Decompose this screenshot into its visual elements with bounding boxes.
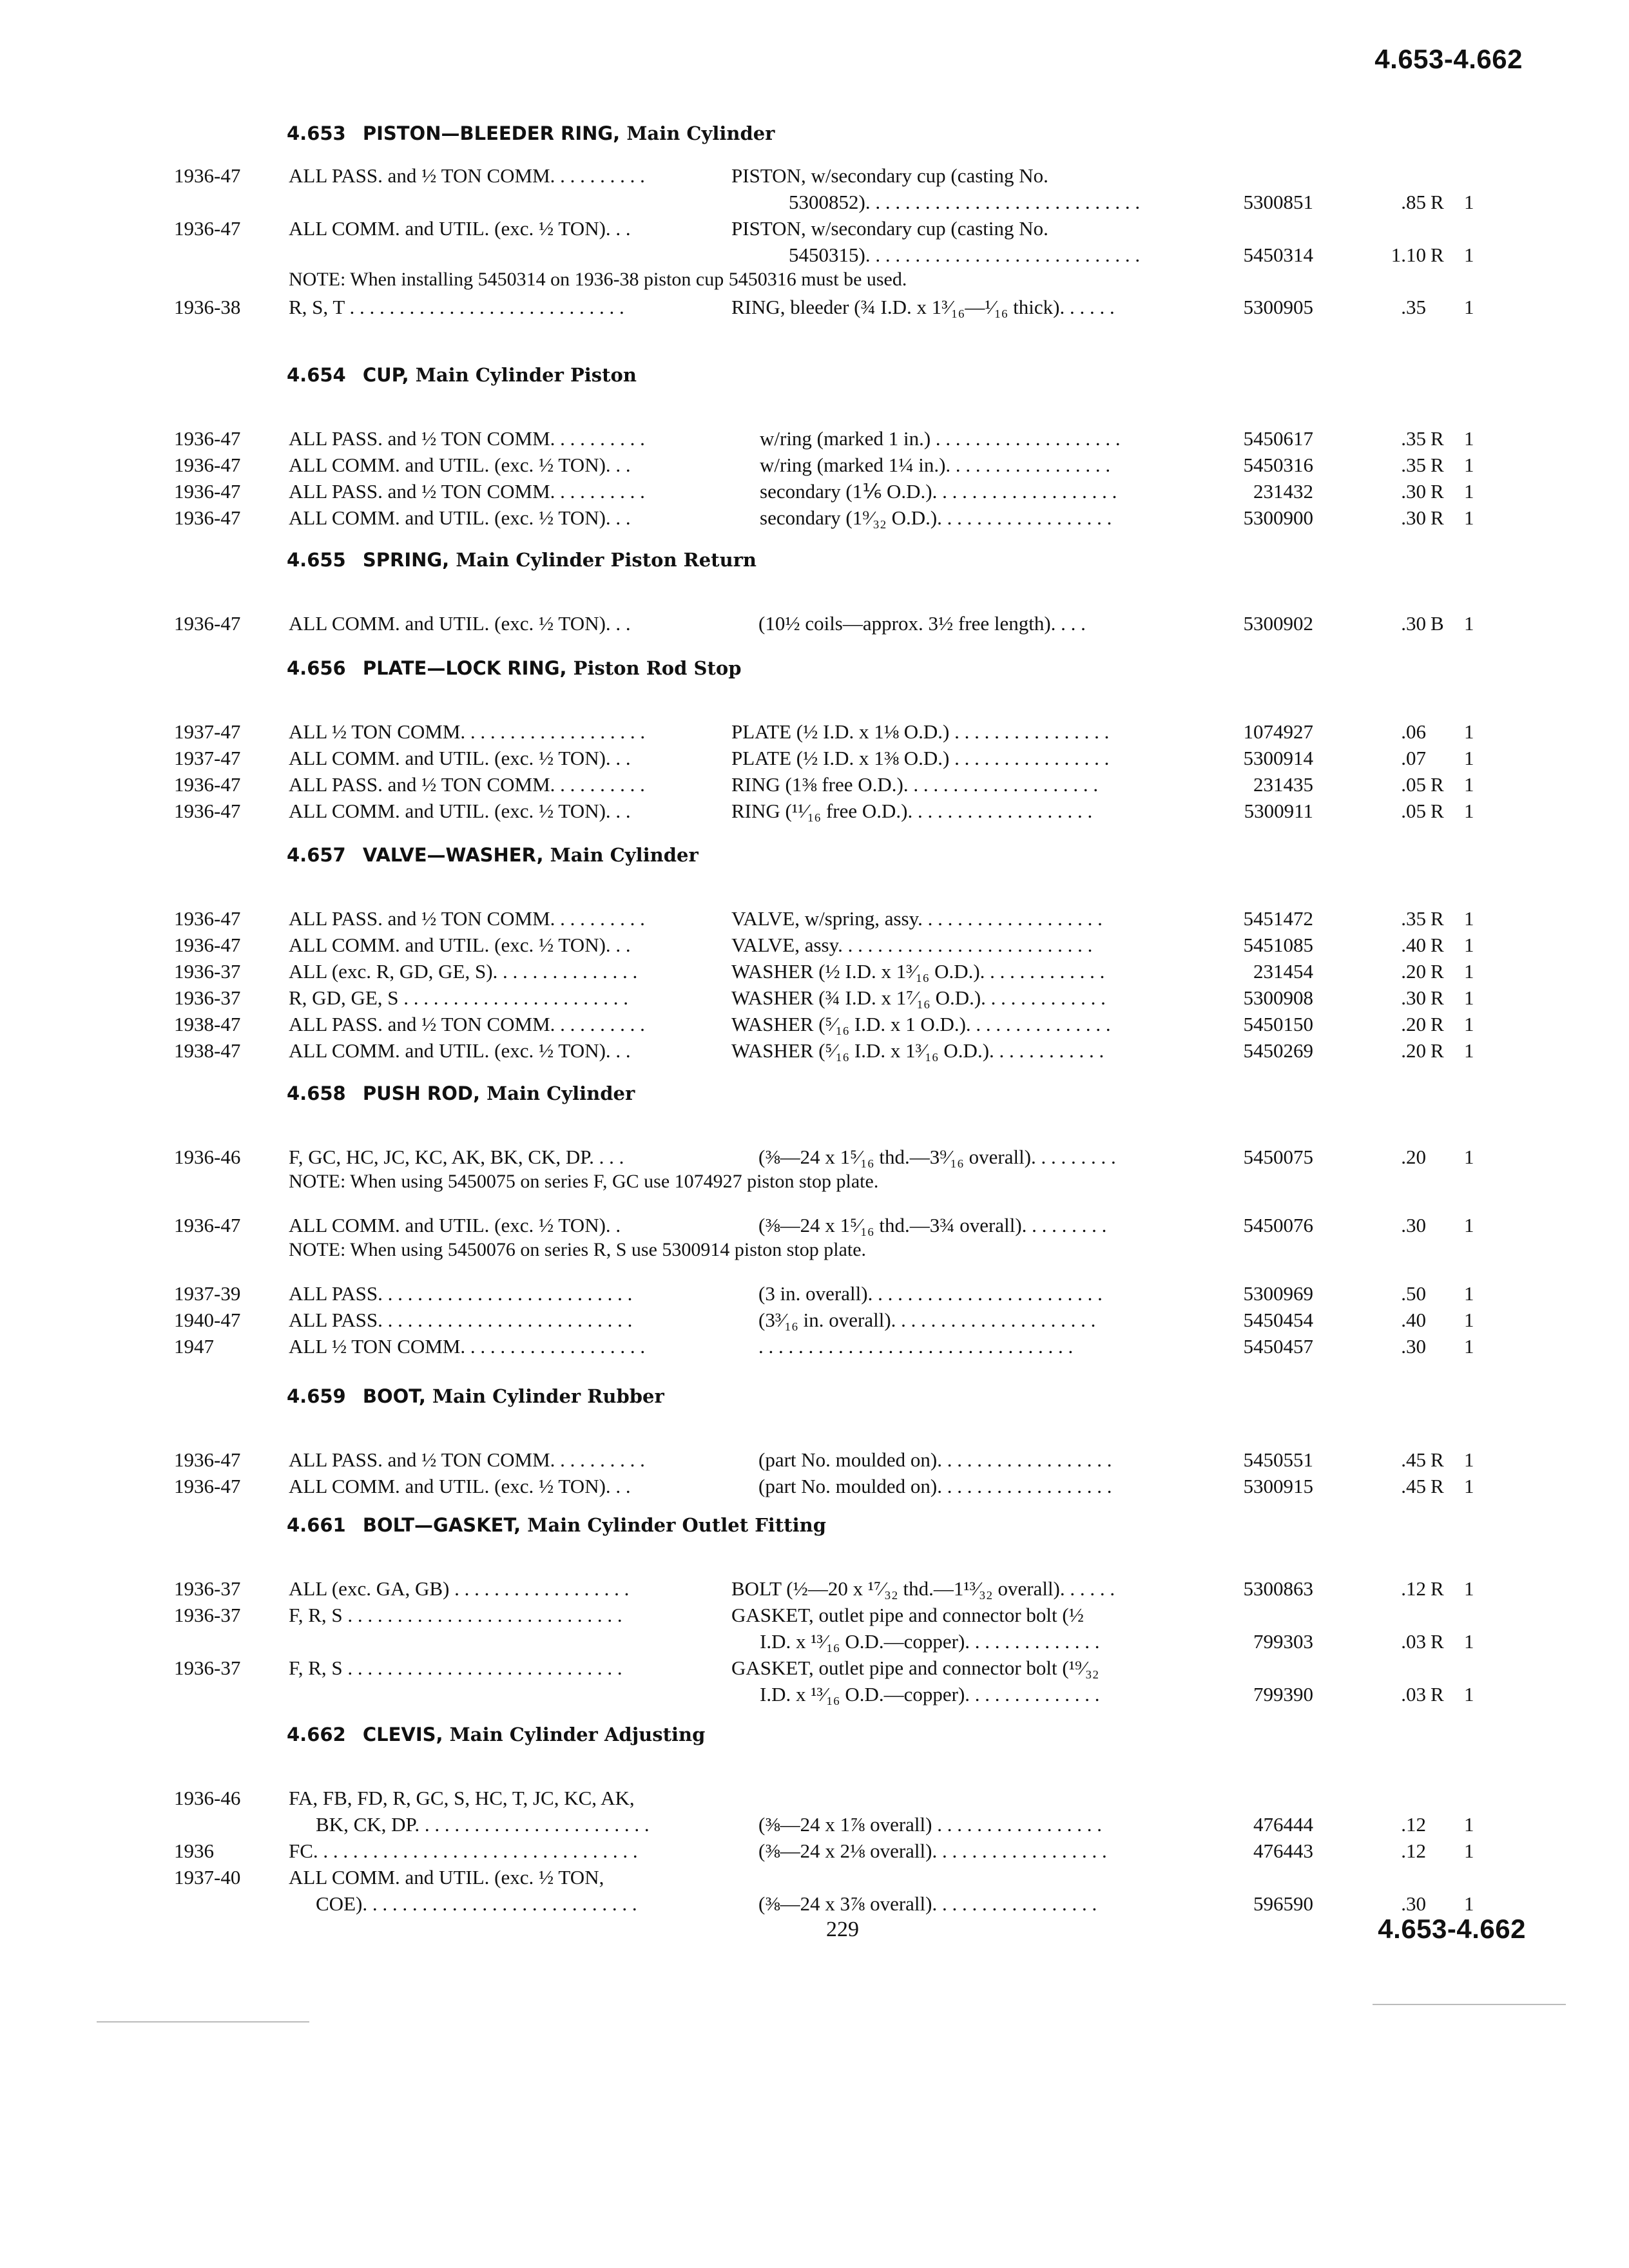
part-description: PISTON, w/secondary cup (casting No. [731,217,1048,240]
list-price: .30 [1401,1335,1426,1358]
part-description: WASHER (½ I.D. x 1³⁄₁₆ O.D.). . . . . . . . . . . . . [731,960,1105,983]
quantity: 1 [1464,1630,1474,1653]
price-code: R [1431,1475,1444,1497]
applicable-models: ALL COMM. and UTIL. (exc. ½ TON). . . [289,454,631,476]
section-title: BOLT—GASKET, [362,1514,521,1536]
part-description-cont: (⅜—24 x 3⅞ overall). . . . . . . . . . . . . . . . . [758,1892,1097,1915]
part-description: VALVE, w/spring, assy. . . . . . . . . . . . . . . . . . . [731,907,1103,930]
note-text: NOTE: When using 5450075 on series F, GC use 1074927 piston stop plate. [289,1171,879,1192]
applicable-models: ALL COMM. and UTIL. (exc. ½ TON). . . [289,934,631,956]
model-years: 1936-46 [174,1146,241,1168]
applicable-models: ALL PASS. and ½ TON COMM. . . . . . . . . . [289,1448,645,1471]
parts-row [0,1144,1629,1170]
applicable-models: ALL PASS. and ½ TON COMM. . . . . . . . . . [289,907,645,930]
applicable-models: ALL PASS. and ½ TON COMM. . . . . . . . . . [289,773,645,796]
list-price: .05 [1401,773,1426,796]
quantity: 1 [1464,191,1474,213]
parts-row [0,771,1629,798]
section-heading [287,1082,635,1104]
parts-row [0,1785,1629,1838]
price-code: R [1431,800,1444,822]
section-subtitle: Main Cylinder Piston Return [456,549,757,571]
parts-row [0,985,1629,1011]
part-number: 5450150 [1243,1013,1313,1035]
part-number: 231435 [1253,773,1313,796]
quantity: 1 [1464,506,1474,529]
applicable-models-cont: COE). . . . . . . . . . . . . . . . . . . . . . . . . . . . [316,1892,637,1915]
part-description: WASHER (⁵⁄₁₆ I.D. x 1³⁄₁₆ O.D.). . . . . . . . . . . . [731,1039,1104,1062]
model-years: 1936-37 [174,1577,241,1600]
model-years: 1936-38 [174,296,241,318]
list-price: .06 [1401,720,1426,743]
part-number: 5450269 [1243,1039,1313,1062]
section-title: PLATE—LOCK RING, [362,657,567,679]
model-years: 1936-46 [174,1787,241,1809]
parts-row [0,215,1629,268]
model-years: 1936-47 [174,217,241,240]
list-price: .30 [1401,612,1426,635]
parts-row [0,1575,1629,1602]
section-number: 4.656 [287,657,346,679]
part-description: PLATE (½ I.D. x 1⅜ O.D.) . . . . . . . . . . . . . . . . [731,747,1110,769]
part-number: 5451472 [1243,907,1313,930]
quantity: 1 [1464,480,1474,503]
section-number: 4.662 [287,1724,346,1745]
parts-row [0,1307,1629,1333]
model-years: 1936-47 [174,164,241,187]
part-number: 231432 [1253,480,1313,503]
parts-row [0,425,1629,452]
parts-row [0,1446,1629,1473]
section-title: CUP, [362,364,409,386]
section-heading [287,1724,705,1745]
section-subtitle: Main Cylinder Outlet Fitting [527,1514,826,1536]
list-price: .30 [1401,506,1426,529]
part-number: 5300911 [1244,800,1313,822]
quantity: 1 [1464,244,1474,266]
section-number: 4.657 [287,844,346,866]
applicable-models: ALL COMM. and UTIL. (exc. ½ TON). . . [289,1039,631,1062]
list-price: .12 [1401,1577,1426,1600]
quantity: 1 [1464,1335,1474,1358]
page-number: 229 [826,1917,859,1941]
applicable-models: ALL COMM. and UTIL. (exc. ½ TON). . . [289,506,631,529]
quantity: 1 [1464,1892,1474,1915]
section-title: VALVE—WASHER, [362,844,544,866]
price-code: R [1431,1630,1444,1653]
part-description: (part No. moulded on). . . . . . . . . . . . . . . . . . [758,1475,1112,1497]
part-description: GASKET, outlet pipe and connector bolt (¹⁹⁄₃₂ [731,1657,1099,1679]
section-title: PISTON—BLEEDER RING, [362,122,621,144]
parts-row [0,1037,1629,1064]
model-years: 1936-47 [174,1475,241,1497]
list-price: .03 [1401,1630,1426,1653]
model-years: 1936-37 [174,960,241,983]
list-price: .20 [1401,1039,1426,1062]
parts-row [0,1864,1629,1917]
applicable-models: ALL COMM. and UTIL. (exc. ½ TON). . [289,1214,621,1236]
quantity: 1 [1464,1683,1474,1706]
price-code: R [1431,1039,1444,1062]
model-years: 1936-47 [174,907,241,930]
part-description: . . . . . . . . . . . . . . . . . . . . . . . . . . . . . . . . [758,1335,1074,1358]
section-title: CLEVIS, [362,1724,443,1745]
applicable-models: R, S, T . . . . . . . . . . . . . . . . . . . . . . . . . . . . [289,296,624,318]
model-years: 1940-47 [174,1309,241,1331]
model-years: 1936 [174,1840,214,1862]
model-years: 1936-37 [174,986,241,1009]
quantity: 1 [1464,986,1474,1009]
model-years: 1936-47 [174,800,241,822]
list-price: .30 [1401,1892,1426,1915]
section-number: 4.654 [287,364,346,386]
part-number: 5450314 [1243,244,1313,266]
list-price: .05 [1401,800,1426,822]
part-number: 5451085 [1243,934,1313,956]
price-code: R [1431,1683,1444,1706]
section-heading [287,657,742,679]
applicable-models: ALL PASS. and ½ TON COMM. . . . . . . . . . [289,427,645,450]
quantity: 1 [1464,800,1474,822]
part-description: w/ring (marked 1¼ in.). . . . . . . . . . . . . . . . . [760,454,1111,476]
parts-row [0,162,1629,215]
part-description: RING, bleeder (¾ I.D. x 1³⁄₁₆—¹⁄₁₆ thick). . . . . . [731,296,1115,318]
applicable-models: ALL ½ TON COMM. . . . . . . . . . . . . . . . . . . [289,1335,646,1358]
part-number: 231454 [1253,960,1313,983]
part-description: RING (1⅜ free O.D.). . . . . . . . . . . . . . . . . . . . [731,773,1099,796]
part-description-cont: I.D. x ¹³⁄₁₆ O.D.—copper). . . . . . . . . . . . . . [760,1683,1100,1706]
page-range-top: 4.653-4.662 [1374,44,1523,74]
quantity: 1 [1464,1448,1474,1471]
part-description-cont: I.D. x ¹³⁄₁₆ O.D.—copper). . . . . . . . . . . . . . [760,1630,1100,1653]
section-subtitle: Main Cylinder [487,1082,635,1104]
price-code: R [1431,191,1444,213]
part-number: 5450617 [1243,427,1313,450]
list-price: .40 [1401,934,1426,956]
part-number: 5300905 [1243,296,1313,318]
applicable-models: ALL PASS. and ½ TON COMM. . . . . . . . . . [289,164,645,187]
section-heading [287,549,757,571]
list-price: .45 [1401,1475,1426,1497]
part-number: 5300908 [1243,986,1313,1009]
model-years: 1936-47 [174,1214,241,1236]
part-number: 1074927 [1243,720,1313,743]
parts-row [0,1333,1629,1360]
list-price: .30 [1401,1214,1426,1236]
parts-row [0,958,1629,985]
list-price: .85 [1401,191,1426,213]
part-description: GASKET, outlet pipe and connector bolt (½ [731,1604,1084,1626]
quantity: 1 [1464,960,1474,983]
parts-row [0,1655,1629,1707]
parts-row [0,1011,1629,1037]
section-subtitle: Main Cylinder Adjusting [449,1724,706,1745]
part-description: WASHER (⁵⁄₁₆ I.D. x 1 O.D.). . . . . . . . . . . . . . . [731,1013,1111,1035]
section-title: PUSH ROD, [362,1082,480,1104]
list-price: 1.10 [1391,244,1426,266]
applicable-models: ALL ½ TON COMM. . . . . . . . . . . . . . . . . . . [289,720,646,743]
list-price: .50 [1401,1282,1426,1305]
price-code: R [1431,427,1444,450]
part-number: 5300915 [1243,1475,1313,1497]
quantity: 1 [1464,747,1474,769]
part-number: 5300969 [1243,1282,1313,1305]
quantity: 1 [1464,454,1474,476]
price-code: R [1431,986,1444,1009]
part-description-cont: 5300852). . . . . . . . . . . . . . . . . . . . . . . . . . . . [789,191,1141,213]
applicable-models: ALL (exc. R, GD, GE, S). . . . . . . . . . . . . . . [289,960,638,983]
applicable-models: ALL COMM. and UTIL. (exc. ½ TON). . . [289,217,631,240]
model-years: 1937-47 [174,720,241,743]
model-years: 1936-47 [174,480,241,503]
parts-row [0,745,1629,771]
parts-row [0,478,1629,505]
part-description: BOLT (½—20 x ¹⁷⁄₃₂ thd.—1¹³⁄₃₂ overall). . . . . . [731,1577,1115,1600]
note-text: NOTE: When installing 5450314 on 1936-38 piston cup 5450316 must be used. [289,269,907,290]
model-years: 1936-37 [174,1657,241,1679]
price-code: R [1431,480,1444,503]
price-code: R [1431,454,1444,476]
model-years: 1937-47 [174,747,241,769]
applicable-models: ALL (exc. GA, GB) . . . . . . . . . . . . . . . . . . [289,1577,630,1600]
part-description: w/ring (marked 1 in.) . . . . . . . . . . . . . . . . . . . [760,427,1121,450]
quantity: 1 [1464,934,1474,956]
quantity: 1 [1464,296,1474,318]
parts-row [0,905,1629,932]
model-years: 1936-47 [174,1448,241,1471]
list-price: .30 [1401,480,1426,503]
parts-row [0,1838,1629,1864]
price-code: R [1431,960,1444,983]
model-years: 1936-47 [174,427,241,450]
list-price: .12 [1401,1813,1426,1836]
part-description: (⅜—24 x 2⅛ overall). . . . . . . . . . . . . . . . . . [758,1840,1107,1862]
part-description: WASHER (¾ I.D. x 1⁷⁄₁₆ O.D.). . . . . . . . . . . . . [731,986,1106,1009]
section-number: 4.655 [287,549,346,571]
quantity: 1 [1464,1309,1474,1331]
section-subtitle: Main Cylinder [626,122,775,144]
model-years: 1938-47 [174,1039,241,1062]
list-price: .35 [1401,427,1426,450]
applicable-models-cont: BK, CK, DP. . . . . . . . . . . . . . . . . . . . . . . . [316,1813,650,1836]
quantity: 1 [1464,1840,1474,1862]
list-price: .20 [1401,1146,1426,1168]
parts-row [0,1212,1629,1238]
parts-row [0,505,1629,531]
part-number: 476444 [1253,1813,1313,1836]
part-description: VALVE, assy. . . . . . . . . . . . . . . . . . . . . . . . . . [731,934,1093,956]
model-years: 1937-40 [174,1866,241,1888]
model-years: 1936-47 [174,454,241,476]
quantity: 1 [1464,720,1474,743]
quantity: 1 [1464,427,1474,450]
section-number: 4.653 [287,122,346,144]
parts-row [0,1473,1629,1499]
scan-edge-line [97,2021,309,2023]
list-price: .35 [1401,296,1426,318]
applicable-models: ALL PASS. . . . . . . . . . . . . . . . . . . . . . . . . . [289,1309,633,1331]
section-heading [287,122,775,144]
model-years: 1936-47 [174,612,241,635]
quantity: 1 [1464,1475,1474,1497]
part-description: PISTON, w/secondary cup (casting No. [731,164,1048,187]
part-number: 5450551 [1243,1448,1313,1471]
part-description: (⅜—24 x 1⁵⁄₁₆ thd.—3¾ overall). . . . . . . . . [758,1214,1107,1236]
parts-row [0,294,1629,320]
price-code: R [1431,934,1444,956]
part-description: (⅜—24 x 1⁵⁄₁₆ thd.—3⁹⁄₁₆ overall). . . . . . . . . [758,1146,1116,1168]
model-years: 1936-47 [174,934,241,956]
section-subtitle: Main Cylinder Rubber [432,1385,664,1407]
quantity: 1 [1464,773,1474,796]
applicable-models: ALL COMM. and UTIL. (exc. ½ TON). . . [289,800,631,822]
list-price: .20 [1401,960,1426,983]
applicable-models: ALL PASS. and ½ TON COMM. . . . . . . . . . [289,1013,645,1035]
part-number: 5450457 [1243,1335,1313,1358]
part-number: 5300900 [1243,506,1313,529]
part-description: RING (¹¹⁄₁₆ free O.D.). . . . . . . . . . . . . . . . . . . [731,800,1093,822]
part-description: PLATE (½ I.D. x 1⅛ O.D.) . . . . . . . . . . . . . . . . [731,720,1110,743]
part-number: 476443 [1253,1840,1313,1862]
part-number: 799303 [1253,1630,1313,1653]
part-description-cont: (⅜—24 x 1⅞ overall) . . . . . . . . . . . . . . . . . [758,1813,1102,1836]
list-price: .12 [1401,1840,1426,1862]
model-years: 1938-47 [174,1013,241,1035]
parts-row [0,798,1629,824]
applicable-models: ALL PASS. and ½ TON COMM. . . . . . . . . . [289,480,645,503]
note-text: NOTE: When using 5450076 on series R, S use 5300914 piston stop plate. [289,1239,867,1260]
part-description: (part No. moulded on). . . . . . . . . . . . . . . . . . [758,1448,1112,1471]
section-subtitle: Piston Rod Stop [573,657,742,679]
part-number: 799390 [1253,1683,1313,1706]
part-description: secondary (1⁹⁄₃₂ O.D.). . . . . . . . . . . . . . . . . . [760,506,1112,529]
part-description: (10½ coils—approx. 3½ free length). . . . [758,612,1086,635]
part-number: 5300863 [1243,1577,1313,1600]
part-number: 5450316 [1243,454,1313,476]
section-heading [287,844,699,866]
price-code: R [1431,1448,1444,1471]
model-years: 1936-37 [174,1604,241,1626]
parts-row [0,1280,1629,1307]
section-number: 4.661 [287,1514,346,1536]
list-price: .45 [1401,1448,1426,1471]
list-price: .35 [1401,454,1426,476]
model-years: 1936-47 [174,773,241,796]
quantity: 1 [1464,1577,1474,1600]
quantity: 1 [1464,1039,1474,1062]
parts-row [0,610,1629,637]
part-number: 5450075 [1243,1146,1313,1168]
page-range-bottom: 4.653-4.662 [1378,1914,1526,1944]
section-heading [287,364,637,386]
section-title: BOOT, [362,1385,426,1407]
model-years: 1937-39 [174,1282,241,1305]
section-subtitle: Main Cylinder Piston [415,364,637,386]
section-title: SPRING, [362,549,450,571]
applicable-models: F, R, S . . . . . . . . . . . . . . . . . . . . . . . . . . . . [289,1604,622,1626]
price-code: R [1431,1577,1444,1600]
applicable-models: ALL PASS. . . . . . . . . . . . . . . . . . . . . . . . . . [289,1282,633,1305]
price-code: R [1431,773,1444,796]
applicable-models: ALL COMM. and UTIL. (exc. ½ TON, [289,1866,604,1888]
parts-row [0,718,1629,745]
parts-row [0,452,1629,478]
price-code: B [1431,612,1444,635]
list-price: .40 [1401,1309,1426,1331]
price-code: R [1431,1013,1444,1035]
quantity: 1 [1464,907,1474,930]
section-number: 4.659 [287,1385,346,1407]
quantity: 1 [1464,1146,1474,1168]
part-number: 596590 [1253,1892,1313,1915]
part-number: 5300914 [1243,747,1313,769]
part-description: (3³⁄₁₆ in. overall). . . . . . . . . . . . . . . . . . . . . [758,1309,1096,1331]
parts-row [0,932,1629,958]
part-number: 5300902 [1243,612,1313,635]
list-price: .07 [1401,747,1426,769]
section-heading [287,1385,664,1407]
applicable-models: FC. . . . . . . . . . . . . . . . . . . . . . . . . . . . . . . . . [289,1840,638,1862]
part-number: 5450454 [1243,1309,1313,1331]
model-years: 1936-47 [174,506,241,529]
parts-row [0,1602,1629,1655]
price-code: R [1431,907,1444,930]
applicable-models: F, R, S . . . . . . . . . . . . . . . . . . . . . . . . . . . . [289,1657,622,1679]
price-code: R [1431,506,1444,529]
applicable-models: FA, FB, FD, R, GC, S, HC, T, JC, KC, AK, [289,1787,635,1809]
section-number: 4.658 [287,1082,346,1104]
quantity: 1 [1464,1214,1474,1236]
section-heading [287,1514,826,1536]
list-price: .30 [1401,986,1426,1009]
quantity: 1 [1464,612,1474,635]
applicable-models: F, GC, HC, JC, KC, AK, BK, CK, DP. . . . [289,1146,624,1168]
applicable-models: ALL COMM. and UTIL. (exc. ½ TON). . . [289,1475,631,1497]
quantity: 1 [1464,1813,1474,1836]
part-description: (3 in. overall). . . . . . . . . . . . . . . . . . . . . . . . [758,1282,1103,1305]
quantity: 1 [1464,1013,1474,1035]
part-number: 5300851 [1243,191,1313,213]
part-description: secondary (1⅙ O.D.). . . . . . . . . . . . . . . . . . . [760,480,1117,503]
list-price: .20 [1401,1013,1426,1035]
list-price: .03 [1401,1683,1426,1706]
list-price: .35 [1401,907,1426,930]
applicable-models: R, GD, GE, S . . . . . . . . . . . . . . . . . . . . . . . [289,986,629,1009]
model-years: 1947 [174,1335,214,1358]
part-number: 5450076 [1243,1214,1313,1236]
section-subtitle: Main Cylinder [550,844,699,866]
price-code: R [1431,244,1444,266]
quantity: 1 [1464,1282,1474,1305]
applicable-models: ALL COMM. and UTIL. (exc. ½ TON). . . [289,747,631,769]
part-description-cont: 5450315). . . . . . . . . . . . . . . . . . . . . . . . . . . . [789,244,1141,266]
applicable-models: ALL COMM. and UTIL. (exc. ½ TON). . . [289,612,631,635]
scan-edge-line [1373,2004,1566,2005]
